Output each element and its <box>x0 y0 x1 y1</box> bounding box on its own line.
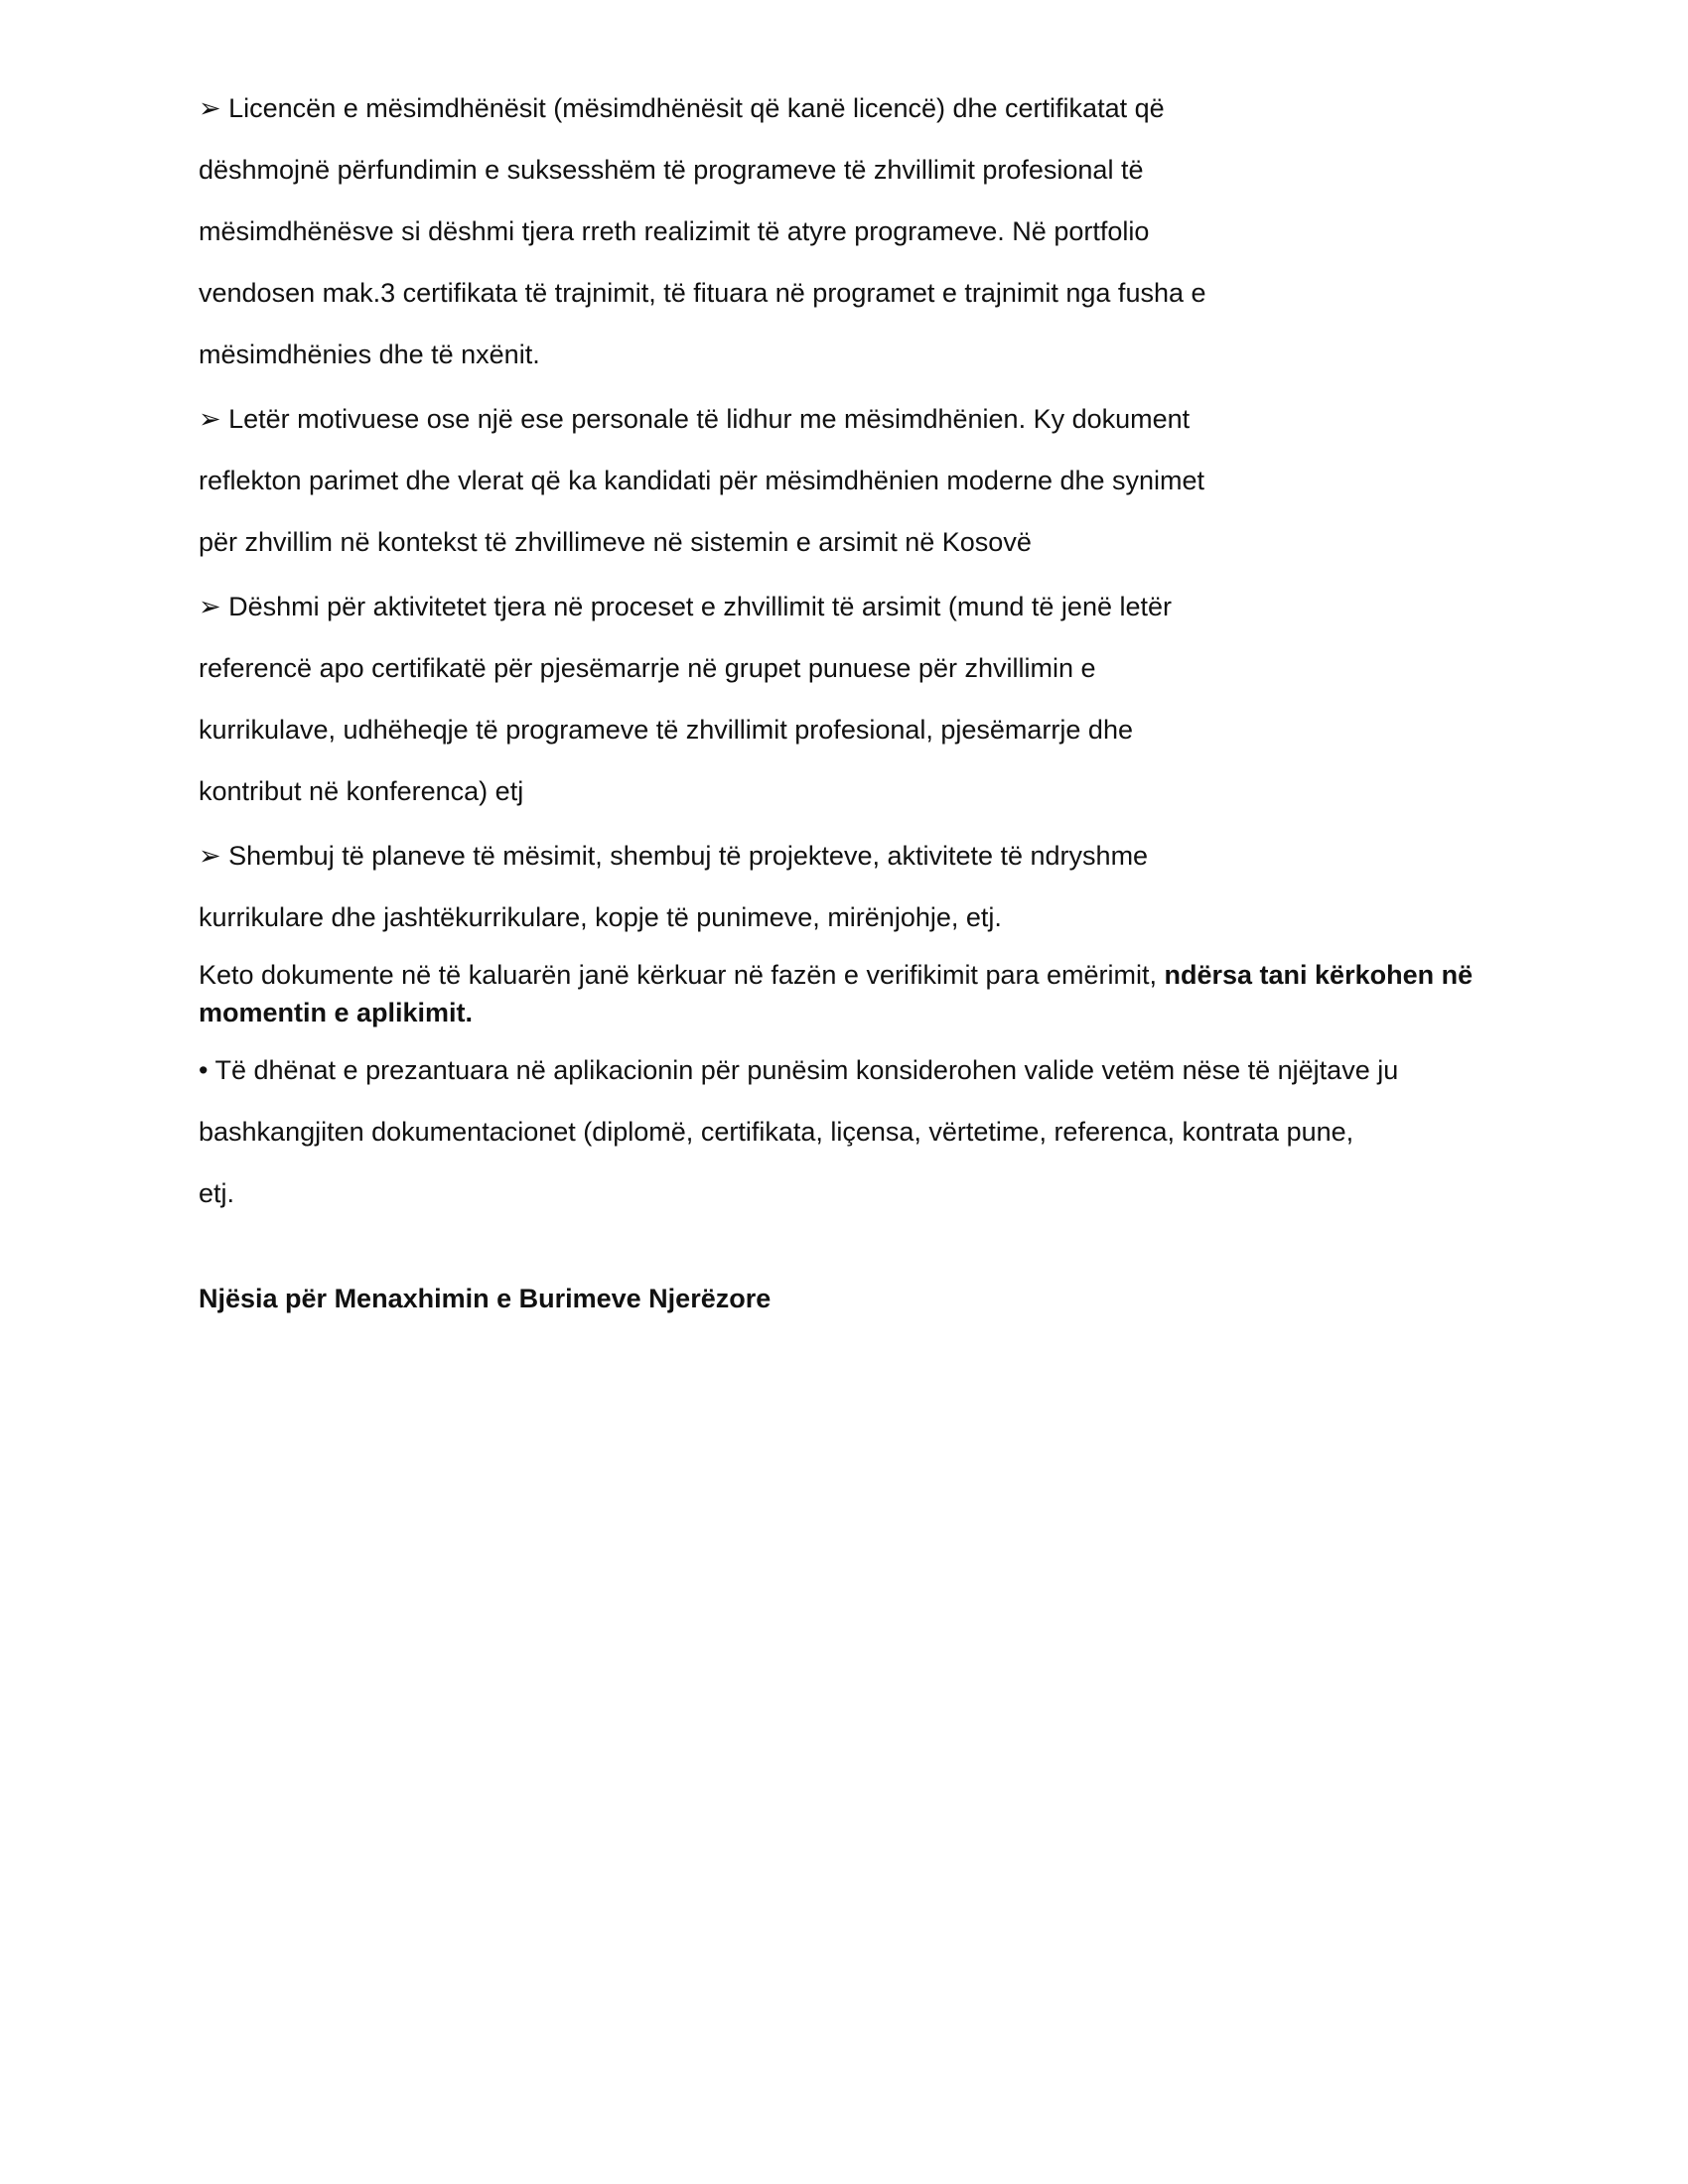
document-body <box>199 77 1529 1318</box>
text-line: ➢ Dëshmi për aktivitetet tjera në proceset e zhvillimit të arsimit (mund të jenë letër <box>199 592 1173 621</box>
note-bold-text: ndërsa tani kërkohen në momentin e aplikimit. <box>199 960 1474 1027</box>
list-item-license <box>199 77 1529 385</box>
text-line: ➢ Shembuj të planeve të mësimit, shembuj të projekteve, aktivitete të ndryshme <box>199 841 1149 871</box>
list-item-motivation-letter <box>199 388 1529 573</box>
note-text: Keto dokumente në të kaluarën janë kërkuar në fazën e verifikimit para emërimit, <box>199 960 1165 990</box>
list-item-other-activities <box>199 576 1529 822</box>
text-line: mësimdhënësve si dëshmi tjera rreth realizimit të atyre programeve. Në portfolio <box>199 216 1150 246</box>
text-line: reflekton parimet dhe vlerat që ka kandidati për mësimdhënien moderne dhe synimet <box>199 466 1205 495</box>
text-line: vendosen mak.3 certifikata të trajnimit, të fituara në programet e trajnimit nga fusha e <box>199 278 1206 308</box>
text-line: ➢ Letër motivuese ose një ese personale të lidhur me mësimdhënien. Ky dokument <box>199 404 1191 434</box>
validity-paragraph <box>199 1039 1529 1224</box>
list-item-examples <box>199 825 1529 948</box>
text-line: kontribut në konferenca) etj <box>199 776 524 806</box>
text-line: dëshmojnë përfundimin e suksesshëm të programeve të zhvillimit profesional të <box>199 155 1144 185</box>
text-line: ➢ Licencën e mësimdhënësit (mësimdhënësit që kanë licencë) dhe certifikatat që <box>199 93 1165 123</box>
text-line: kurrikulave, udhëheqje të programeve të zhvillimit profesional, pjesëmarrje dhe <box>199 715 1133 745</box>
verification-note <box>199 956 1529 1031</box>
text-line: për zhvillim në kontekst të zhvillimeve në sistemin e arsimit në Kosovë <box>199 527 1032 557</box>
text-line: referencë apo certifikatë për pjesëmarrje në grupet punuese për zhvillimin e <box>199 653 1096 683</box>
text-line: • Të dhënat e prezantuara në aplikacionin për punësim konsiderohen valide vetëm nëse të njëjtave ju <box>199 1055 1399 1085</box>
text-line: etj. <box>199 1178 235 1208</box>
text-line: bashkangjiten dokumentacionet (diplomë, certifikata, liçensa, vërtetime, referenca, kontrata pune, <box>199 1117 1354 1147</box>
text-line: mësimdhënies dhe të nxënit. <box>199 340 540 369</box>
text-line: kurrikulare dhe jashtëkurrikulare, kopje të punimeve, mirënjohje, etj. <box>199 902 1002 932</box>
signature-unit: Njësia për Menaxhimin e Burimeve Njerëzore <box>199 1284 772 1313</box>
